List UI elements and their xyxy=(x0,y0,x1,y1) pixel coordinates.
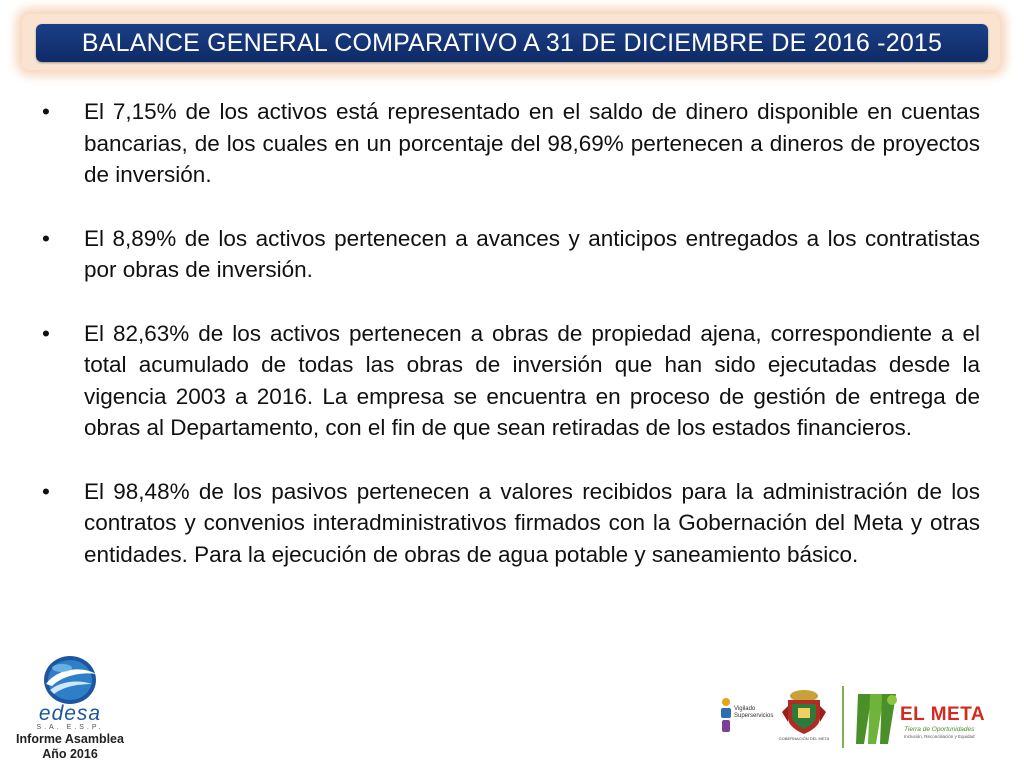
bullet-marker: • xyxy=(42,225,50,251)
slide-content xyxy=(40,96,980,602)
bullet-item-1 xyxy=(40,96,980,191)
bullet-list xyxy=(40,96,980,570)
gobernacion-caption: GOBERNACIÓN DEL META xyxy=(778,736,830,741)
meta-slogan: Tierra de Oportunidades xyxy=(904,726,975,733)
bullet-text: El 7,15% de los activos está representado en el saldo de dinero disponible en cuentas bancarias, de los cuales en un porcentaje del 98,69% pertenecen a dineros de proyectos de inversión. xyxy=(84,99,980,187)
meta-slogan-2: Inclusión, Reconciliación y Equidad xyxy=(904,734,975,739)
edesa-logo-icon xyxy=(30,650,110,706)
bullet-marker: • xyxy=(42,478,50,504)
bullet-text: El 8,89% de los activos pertenecen a avances y anticipos entregados a los contratistas por obras de inversión. xyxy=(84,225,980,282)
report-line-2: Año 2016 xyxy=(42,747,98,761)
partner-logos xyxy=(712,684,992,754)
bullet-item-3 xyxy=(40,318,980,444)
superservicios-label: Vigilado Superservicios xyxy=(734,706,774,719)
bullet-text: El 98,48% de los pasivos pertenecen a valores recibidos para la administración de los contratos y convenios interadministrativos firmados con la Gobernación del Meta y otras entidades. Para la ejecución de obras de agua potable y saneamiento básico. xyxy=(84,478,980,567)
bullet-item-2 xyxy=(40,223,980,286)
edesa-subtitle: S.A. E.S.P. xyxy=(36,724,104,731)
meta-title: EL META xyxy=(900,704,986,725)
meta-logo-icon xyxy=(852,686,902,748)
report-label xyxy=(8,732,132,762)
bullet-marker: • xyxy=(42,320,50,346)
gobernacion-shield-icon xyxy=(778,686,830,736)
bullet-marker: • xyxy=(42,99,50,124)
superservicios-logo-icon xyxy=(718,696,734,736)
bullet-item-4 xyxy=(40,476,980,571)
edesa-logo-block xyxy=(8,650,132,766)
bullet-text: El 82,63% de los activos pertenecen a obras de propiedad ajena, correspondiente a el total acumulado de todas las obras de inversión que han sido ejecutadas desde la vigencia 2003 a 2016. La empresa se encuentra en proceso de gestión de entrega de obras al Departamento, con el fin de que sean retiradas de los estados financieros. xyxy=(84,320,980,440)
edesa-wordmark: edesa xyxy=(38,702,102,725)
report-line-1: Informe Asamblea xyxy=(16,732,124,746)
logo-divider xyxy=(842,686,844,748)
slide-title: BALANCE GENERAL COMPARATIVO A 31 DE DICIEMBRE DE 2016 -2015 xyxy=(36,24,988,62)
